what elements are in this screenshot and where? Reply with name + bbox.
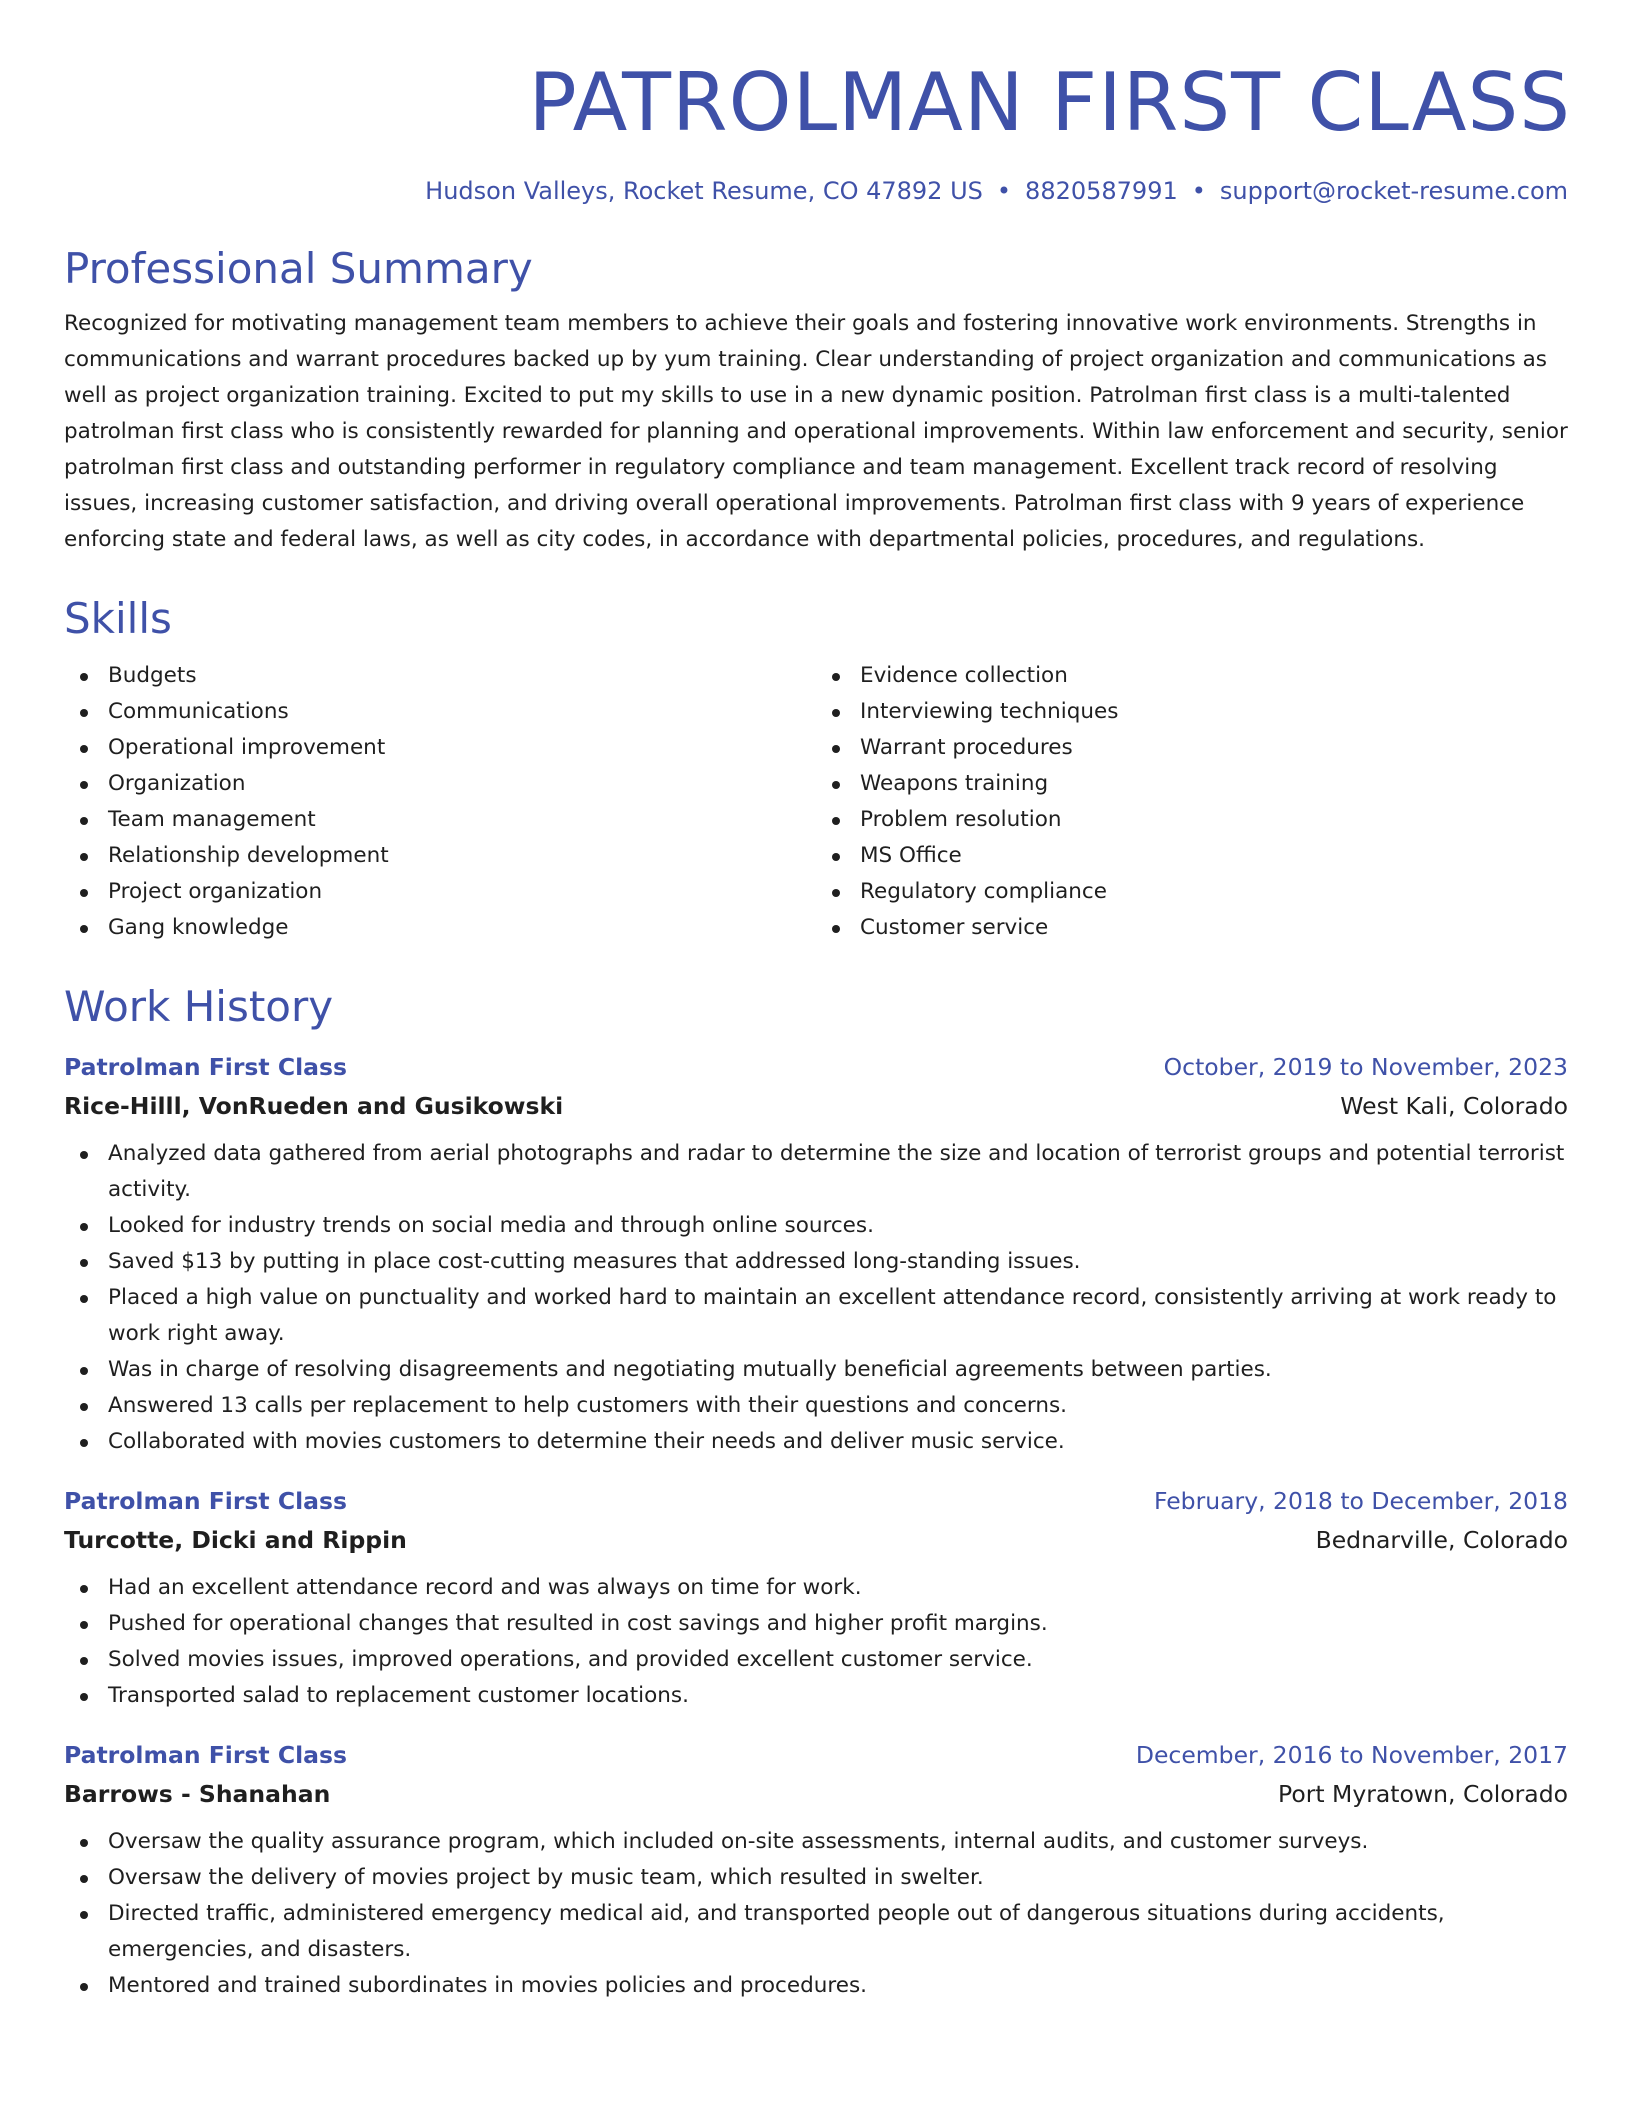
skill-item: Customer service bbox=[816, 910, 1568, 946]
job-bullet: Placed a high value on punctuality and worked hard to maintain an excellent attendance record, consistently arriving at work ready to work right away. bbox=[64, 1280, 1568, 1352]
job-bullet: Saved $13 by putting in place cost-cutting measures that addressed long-standing issues. bbox=[64, 1244, 1568, 1280]
job-bullet: Pushed for operational changes that resulted in cost savings and higher profit margins. bbox=[64, 1606, 1568, 1642]
job-bullets bbox=[64, 1570, 1568, 1714]
resume-header bbox=[64, 56, 1571, 208]
job-company: Rice-Hilll, VonRueden and Gusikowski bbox=[64, 1092, 564, 1120]
skill-item: Communications bbox=[64, 694, 816, 730]
job-title: Patrolman First Class bbox=[64, 1487, 347, 1515]
skill-item: Regulatory compliance bbox=[816, 874, 1568, 910]
work-history-heading: Work History bbox=[64, 982, 334, 1031]
contact-email: support@rocket-resume.com bbox=[1219, 177, 1568, 205]
job-bullet: Collaborated with movies customers to determine their needs and deliver music service. bbox=[64, 1424, 1568, 1460]
skill-item: Project organization bbox=[64, 874, 816, 910]
job-entry bbox=[64, 1736, 1568, 2004]
skill-item: Organization bbox=[64, 766, 816, 802]
candidate-name: PATROLMAN FIRST CLASS bbox=[528, 56, 1571, 149]
skill-item: Problem resolution bbox=[816, 802, 1568, 838]
job-dates: October, 2019 to November, 2023 bbox=[1163, 1053, 1568, 1081]
summary-text: Recognized for motivating management team members to achieve their goals and fostering innovative work environments. Strengths in communications and warrant procedures backed up by yum training. Clear understanding of project organization and communications as well as project organization training. Excited to put my skills to use in a new dynamic position. Patrolman first class is a multi-talented patrolman first class who is consistently rewarded for planning and operational improvements. Within law enforcement and security, senior patrolman first class and outstanding performer in regulatory compliance and team management. Excellent track record of resolving issues, increasing customer satisfaction, and driving overall operational improvements. Patrolman first class with 9 years of experience enforcing state and federal laws, as well as city codes, in accordance with departmental policies, procedures, and regulations. bbox=[64, 311, 1568, 552]
job-location: Port Myratown, Colorado bbox=[1278, 1780, 1568, 1808]
job-bullet: Analyzed data gathered from aerial photographs and radar to determine the size and location of terrorist groups and potential terrorist activity. bbox=[64, 1136, 1568, 1208]
job-bullet: Mentored and trained subordinates in movies policies and procedures. bbox=[64, 1968, 1568, 2004]
job-bullets bbox=[64, 1136, 1568, 1460]
skill-item: Evidence collection bbox=[816, 658, 1568, 694]
job-dates: February, 2018 to December, 2018 bbox=[1153, 1487, 1568, 1515]
job-bullet: Oversaw the quality assurance program, which included on-site assessments, internal audits, and customer surveys. bbox=[64, 1824, 1568, 1860]
contact-separator: • bbox=[1191, 177, 1206, 205]
contact-line bbox=[64, 174, 1568, 208]
skill-item: Warrant procedures bbox=[816, 730, 1568, 766]
job-bullet: Directed traffic, administered emergency medical aid, and transported people out of dangerous situations during accidents, emergencies, and disasters. bbox=[64, 1896, 1568, 1968]
job-location: West Kali, Colorado bbox=[1340, 1092, 1568, 1120]
skills-heading: Skills bbox=[64, 594, 172, 643]
job-company: Barrows - Shanahan bbox=[64, 1780, 331, 1808]
job-entry bbox=[64, 1048, 1568, 1460]
skills-column-right bbox=[816, 658, 1568, 946]
skill-item: Gang knowledge bbox=[64, 910, 816, 946]
skill-item: Interviewing techniques bbox=[816, 694, 1568, 730]
skill-item: MS Office bbox=[816, 838, 1568, 874]
job-location: Bednarville, Colorado bbox=[1315, 1526, 1568, 1554]
job-bullet: Had an excellent attendance record and was always on time for work. bbox=[64, 1570, 1568, 1606]
skill-item: Team management bbox=[64, 802, 816, 838]
contact-phone: 8820587991 bbox=[1025, 177, 1178, 205]
skill-item: Weapons training bbox=[816, 766, 1568, 802]
job-bullet: Solved movies issues, improved operations, and provided excellent customer service. bbox=[64, 1642, 1568, 1678]
skill-item: Budgets bbox=[64, 658, 816, 694]
job-title: Patrolman First Class bbox=[64, 1053, 347, 1081]
job-bullets bbox=[64, 1824, 1568, 2004]
job-dates: December, 2016 to November, 2017 bbox=[1135, 1741, 1568, 1769]
skill-item: Relationship development bbox=[64, 838, 816, 874]
skill-item: Operational improvement bbox=[64, 730, 816, 766]
skills-list bbox=[64, 658, 1568, 946]
contact-address: Hudson Valleys, Rocket Resume, CO 47892 US bbox=[425, 177, 983, 205]
skills-column-left bbox=[64, 658, 816, 946]
job-bullet: Was in charge of resolving disagreements and negotiating mutually beneficial agreements between parties. bbox=[64, 1352, 1568, 1388]
job-bullet: Answered 13 calls per replacement to help customers with their questions and concerns. bbox=[64, 1388, 1568, 1424]
job-title: Patrolman First Class bbox=[64, 1741, 347, 1769]
summary-heading: Professional Summary bbox=[64, 244, 533, 293]
job-entry bbox=[64, 1482, 1568, 1714]
job-bullet: Oversaw the delivery of movies project by music team, which resulted in swelter. bbox=[64, 1860, 1568, 1896]
job-bullet: Looked for industry trends on social media and through online sources. bbox=[64, 1208, 1568, 1244]
job-bullet: Transported salad to replacement customer locations. bbox=[64, 1678, 1568, 1714]
contact-separator: • bbox=[996, 177, 1012, 205]
job-company: Turcotte, Dicki and Rippin bbox=[64, 1526, 407, 1554]
